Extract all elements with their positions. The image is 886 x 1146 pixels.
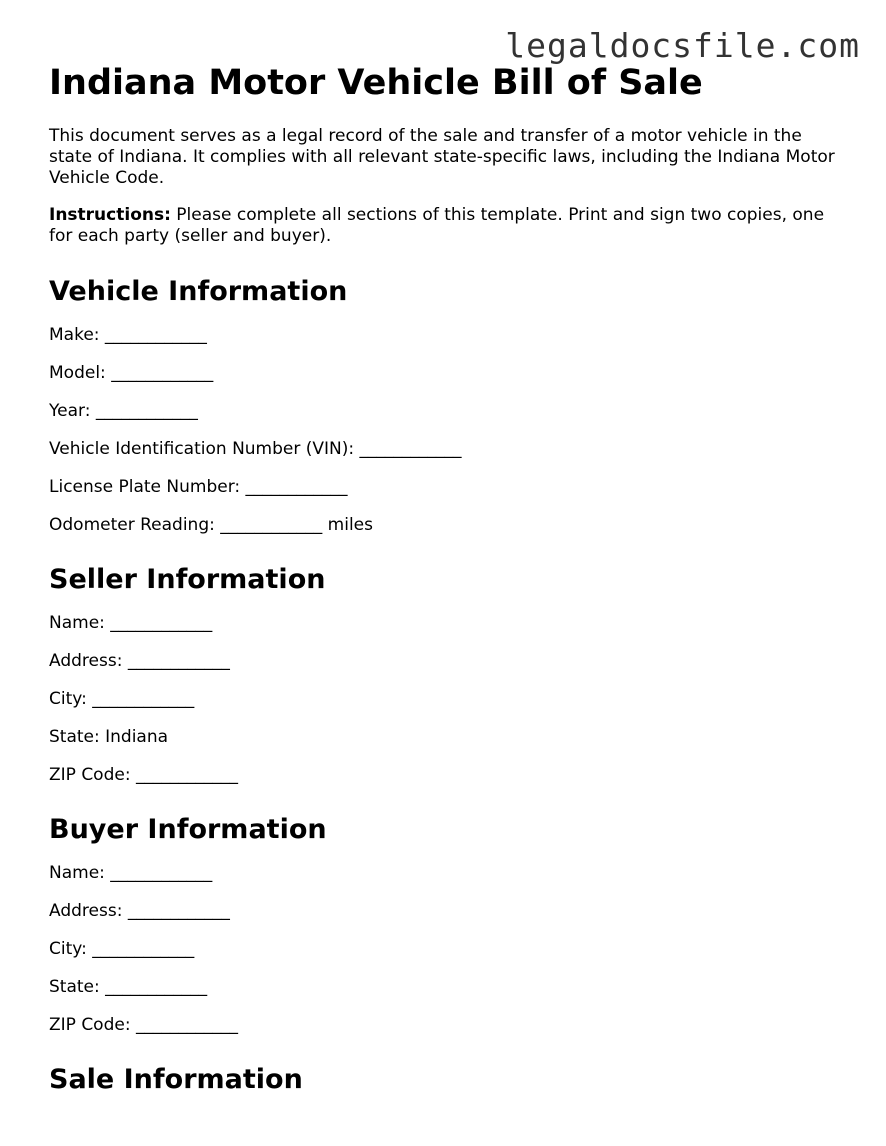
vehicle-plate-field — [49, 476, 849, 498]
buyer-zip-field — [49, 1014, 849, 1036]
vehicle-model-field — [49, 362, 849, 384]
buyer-address-field — [49, 900, 849, 922]
field-label: Address: — [49, 901, 123, 921]
blank-line[interactable]: ____________ — [135, 765, 238, 785]
blank-line[interactable]: ____________ — [92, 939, 195, 959]
instructions-label: Instructions: — [49, 205, 171, 225]
field-label: Make: — [49, 325, 100, 345]
field-label: City: — [49, 939, 87, 959]
blank-line[interactable]: ____________ — [127, 651, 230, 671]
seller-address-field — [49, 650, 849, 672]
vehicle-vin-field — [49, 438, 849, 460]
buyer-name-field — [49, 862, 849, 884]
blank-line[interactable]: ____________ — [95, 401, 198, 421]
blank-line[interactable]: ____________ — [110, 613, 213, 633]
seller-city-field — [49, 688, 849, 710]
vehicle-section — [49, 274, 849, 536]
sale-heading: Sale Information — [49, 1064, 303, 1095]
vehicle-make-field — [49, 324, 849, 346]
buyer-heading: Buyer Information — [49, 814, 327, 845]
field-label: Odometer Reading: — [49, 515, 215, 535]
blank-line[interactable]: ____________ — [135, 1015, 238, 1035]
blank-line[interactable]: ____________ — [110, 863, 213, 883]
blank-line[interactable]: ____________ — [111, 363, 214, 383]
watermark: legaldocsfile.com — [505, 26, 860, 65]
blank-line[interactable]: ____________ — [359, 439, 462, 459]
instructions-text: Please complete all sections of this template. Print and sign two copies, one for each party (seller and buyer). — [49, 205, 825, 246]
field-label: Name: — [49, 613, 105, 633]
buyer-state-field — [49, 976, 849, 998]
field-label: State: — [49, 977, 100, 997]
instructions-paragraph — [49, 205, 849, 247]
blank-line[interactable]: ____________ — [105, 977, 208, 997]
blank-line[interactable]: ____________ — [245, 477, 348, 497]
field-label: License Plate Number: — [49, 477, 241, 497]
seller-section — [49, 562, 849, 786]
seller-name-field — [49, 612, 849, 634]
vehicle-odometer-field — [49, 514, 849, 536]
blank-line[interactable]: ____________ — [104, 325, 207, 345]
seller-state-field — [49, 726, 849, 748]
field-label: Vehicle Identification Number (VIN): — [49, 439, 355, 459]
buyer-section — [49, 812, 849, 1036]
field-label: ZIP Code: — [49, 765, 131, 785]
intro-paragraph: This document serves as a legal record of the sale and transfer of a motor vehicle in the state of Indiana. It complies with all relevant state-specific laws, including the Indiana Motor Vehicle Code. — [49, 126, 835, 188]
field-label: Model: — [49, 363, 106, 383]
vehicle-heading: Vehicle Information — [49, 276, 348, 307]
vehicle-year-field — [49, 400, 849, 422]
field-label: City: — [49, 689, 87, 709]
field-label: State: Indiana — [49, 727, 169, 747]
field-label: ZIP Code: — [49, 1015, 131, 1035]
page-title: Indiana Motor Vehicle Bill of Sale — [49, 63, 703, 103]
odometer-unit: miles — [327, 515, 373, 535]
field-label: Address: — [49, 651, 123, 671]
blank-line[interactable]: ____________ — [127, 901, 230, 921]
blank-line[interactable]: ____________ — [220, 515, 323, 535]
field-label: Year: — [49, 401, 91, 421]
buyer-city-field — [49, 938, 849, 960]
seller-heading: Seller Information — [49, 564, 326, 595]
sale-section — [49, 1062, 849, 1098]
field-label: Name: — [49, 863, 105, 883]
blank-line[interactable]: ____________ — [92, 689, 195, 709]
document — [49, 58, 849, 1098]
seller-zip-field — [49, 764, 849, 786]
